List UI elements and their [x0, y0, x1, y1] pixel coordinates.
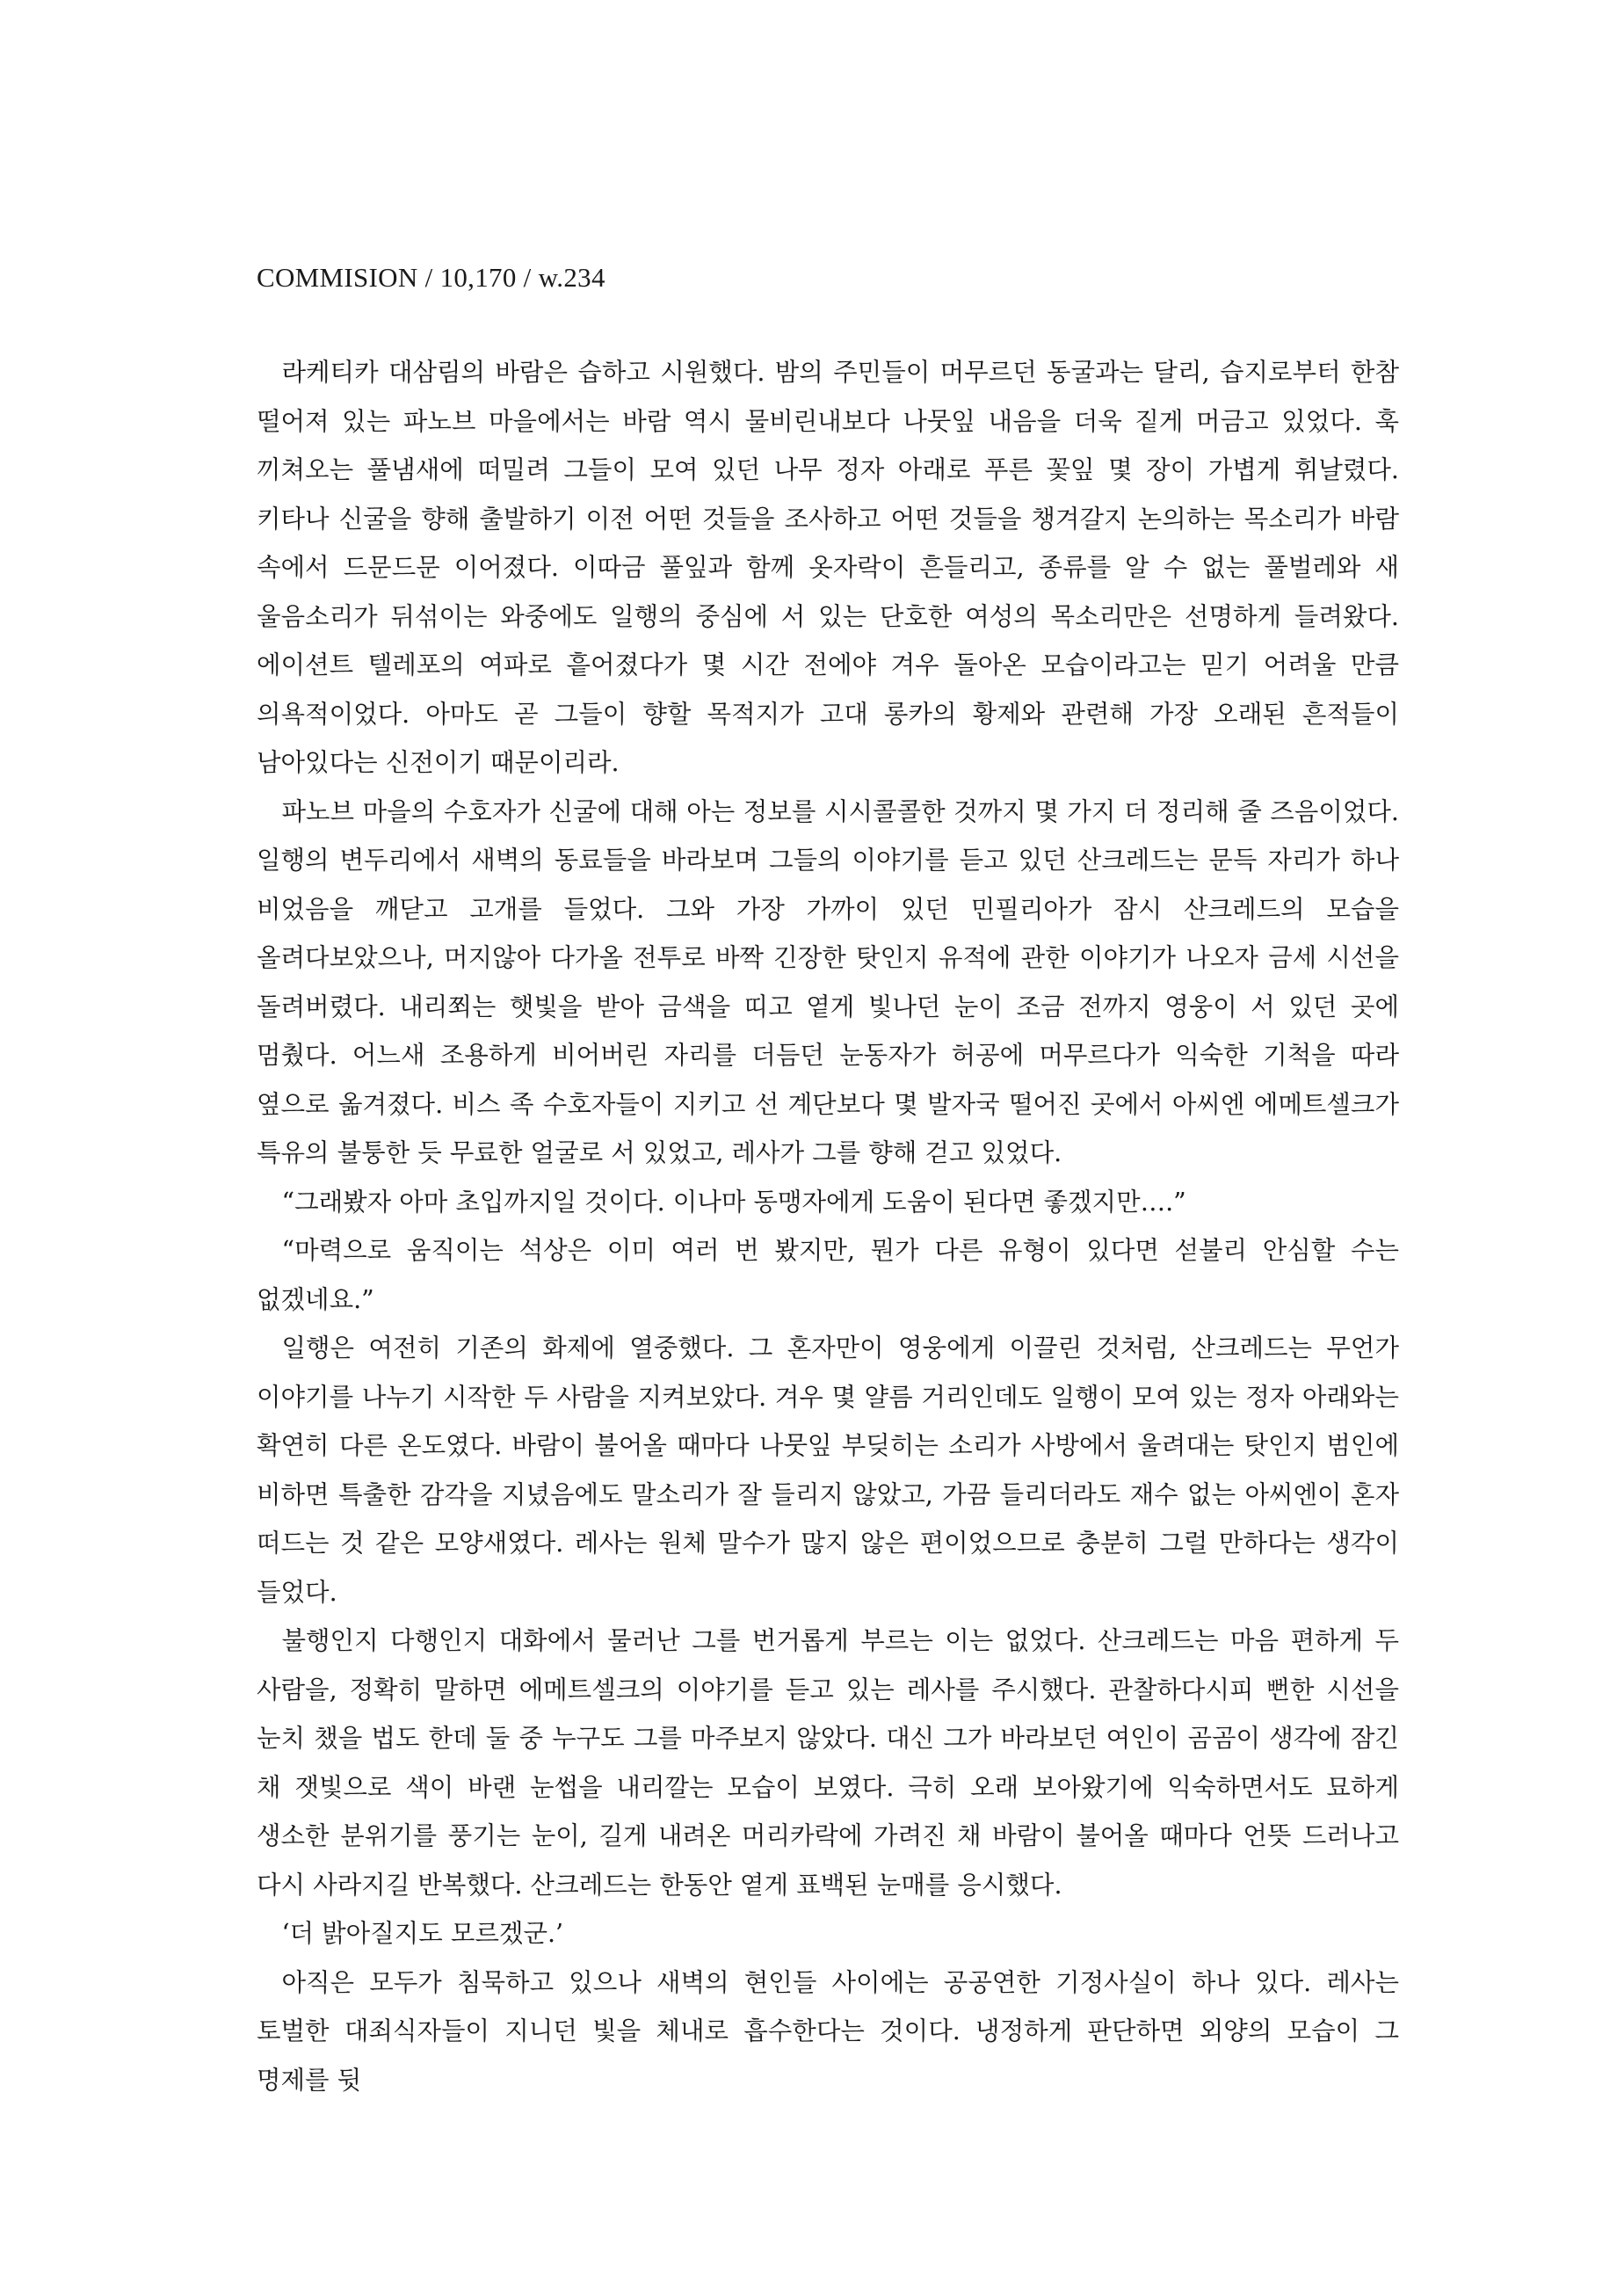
paragraph: 파노브 마을의 수호자가 신굴에 대해 아는 정보를 시시콜콜한 것까지 몇 가지 더 정리해 줄 즈음이었다. 일행의 변두리에서 새벽의 동료들을 바라보며 그들의 이야기를 듣고 있던 산크레드는 문득 자리가 하나 비었음을 깨닫고 고개를 들었다. 그와 가장 가까이 있던 민필리아가 잠시 산크레드의 모습을 올려다보았으나, 머지않아 다가올 전투로 바짝 긴장한 탓인지 유적에 관한 이야기가 나오자 금세 시선을 돌려버렸다. 내리쬐는 햇빛을 받아 금색을 띠고 옅게 빛나던 눈이 조금 전까지 영웅이 서 있던 곳에 멈췄다. 어느새 조용하게 비어버린 자리를 더듬던 눈동자가 허공에 머무르다가 익숙한 기척을 따라 옆으로 옮겨졌다. 비스 족 수호자들이 지키고 선 계단보다 몇 발자국 떨어진 곳에서 아씨엔 에메트셀크가 특유의 불퉁한 듯 무료한 얼굴로 서 있었고, 레사가 그를 향해 걷고 있었다. [257, 796, 1399, 1167]
paragraph: 불행인지 다행인지 대화에서 물러난 그를 번거롭게 부르는 이는 없었다. 산크레드는 마음 편하게 두 사람을, 정확히 말하면 에메트셀크의 이야기를 듣고 있는 레사를 주시했다. 관찰하다시피 뻔한 시선을 눈치 챘을 법도 한데 둘 중 누구도 그를 마주보지 않았다. 대신 그가 바라보던 여인이 곰곰이 생각에 잠긴 채 잿빛으로 색이 바랜 눈썹을 내리깔는 모습이 보였다. 극히 오래 보아왔기에 익숙하면서도 묘하게 생소한 분위기를 풍기는 눈이, 길게 내려온 머리카락에 가려진 채 바람이 불어올 때마다 언뜻 드러나고 다시 사라지길 반복했다. 산크레드는 한동안 옅게 표백된 눈매를 응시했다. [257, 1626, 1399, 1900]
paragraph: 일행은 여전히 기존의 화제에 열중했다. 그 혼자만이 영웅에게 이끌린 것처럼, 산크레드는 무언가 이야기를 나누기 시작한 두 사람을 지켜보았다. 겨우 몇 얄름 거리인데도 일행이 모여 있는 정자 아래와는 확연히 다른 온도였다. 바람이 불어올 때마다 나뭇잎 부딪히는 소리가 사방에서 울려대는 탓인지 범인에 비하면 특출한 감각을 지녔음에도 말소리가 잘 들리지 않았고, 가끔 들리더라도 재수 없는 아씨엔이 혼자 떠드는 것 같은 모양새였다. 레사는 원체 말수가 많지 않은 편이었으므로 충분히 그럴 만하다는 생각이 들었다. [257, 1333, 1399, 1607]
document-header: COMMISION / 10,170 / w.234 [257, 262, 605, 293]
paragraph: 라케티카 대삼림의 바람은 습하고 시원했다. 밤의 주민들이 머무르던 동굴과는 달리, 습지로부터 한참 떨어져 있는 파노브 마을에서는 바람 역시 물비린내보다 나뭇잎 내음을 더욱 짙게 머금고 있었다. 훅 끼쳐오는 풀냄새에 떠밀려 그들이 모여 있던 나무 정자 아래로 푸른 꽃잎 몇 장이 가볍게 휘날렸다. 키타나 신굴을 향해 출발하기 이전 어떤 것들을 조사하고 어떤 것들을 챙겨갈지 논의하는 목소리가 바람 속에서 드문드문 이어졌다. 이따금 풀잎과 함께 옷자락이 흔들리고, 종류를 알 수 없는 풀벌레와 새 울음소리가 뒤섞이는 와중에도 일행의 중심에 서 있는 단호한 여성의 목소리만은 선명하게 들려왔다. 에이션트 텔레포의 여파로 흩어졌다가 몇 시간 전에야 겨우 돌아온 모습이라고는 믿기 어려울 만큼 의욕적이었다. 아마도 곧 그들이 향할 목적지가 고대 롱카의 황제와 관련해 가장 오래된 흔적들이 남아있다는 신전이기 때문이리라. [257, 358, 1399, 777]
document-page [257, 260, 1399, 2104]
paragraph: “그래봤자 아마 초입까지일 것이다. 이나마 동맹자에게 도움이 된다면 좋겠지만….” [281, 1187, 1186, 1217]
document-body [257, 348, 1399, 2104]
paragraph: ‘더 밝아질지도 모르겠군.’ [281, 1919, 564, 1948]
paragraph: 아직은 모두가 침묵하고 있으나 새벽의 현인들 사이에는 공공연한 기정사실이 하나 있다. 레사는 토벌한 대죄식자들이 지니던 빛을 체내로 흡수한다는 것이다. 냉정하게 판단하면 외양의 모습이 그 명제를 뒷 [257, 1967, 1399, 2095]
paragraph: “마력으로 움직이는 석상은 이미 여러 번 봤지만, 뭔가 다른 유형이 있다면 섣불리 안심할 수는 없겠네요.” [257, 1236, 1399, 1314]
